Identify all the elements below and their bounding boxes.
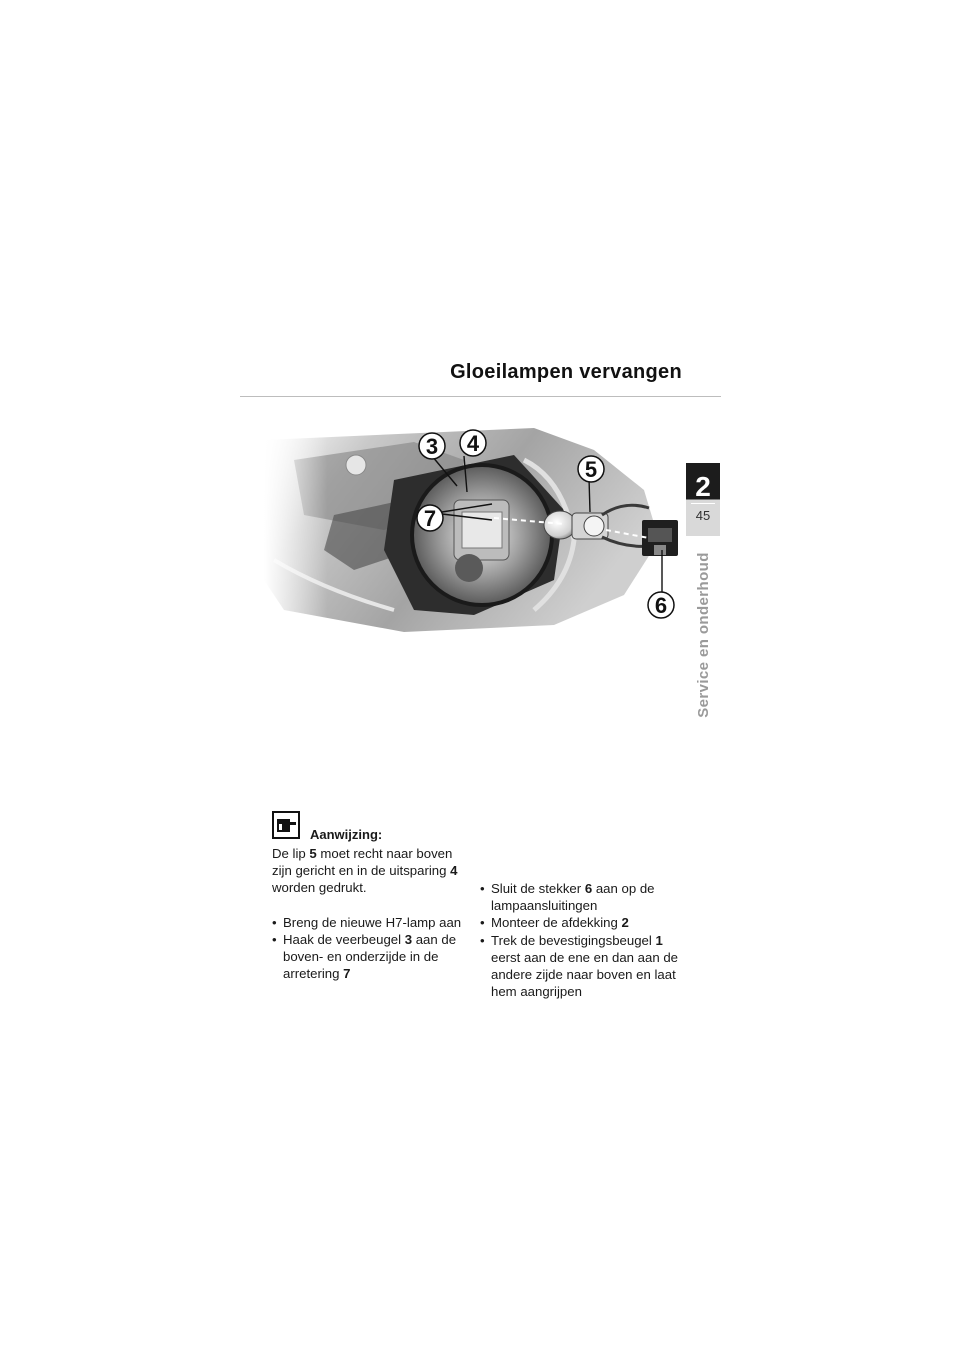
list-item: • Haak de veerbeugel 3 aan de boven- en onderzijde in de arretering 7	[272, 931, 472, 983]
title-divider	[240, 396, 721, 397]
page-title: Gloeilampen vervangen	[450, 361, 682, 383]
headlight-bulb-photo	[264, 420, 686, 638]
note-heading: Aanwijzing:	[310, 827, 383, 842]
list-item: • Monteer de afdekking 2	[480, 914, 690, 931]
list-item: • Trek de bevestigingsbeugel 1 eerst aan de ene en dan aan de andere zijde naar boven en laat hem aangrijpen	[480, 932, 690, 1001]
steps-right-list	[480, 880, 690, 1000]
left-column	[272, 845, 472, 982]
ref-5: 5	[309, 846, 317, 861]
callout-3: 3	[425, 434, 439, 459]
page-number: 45	[695, 508, 711, 523]
note-icon	[272, 811, 300, 839]
chapter-number: 2	[695, 471, 711, 502]
callout-7: 7	[423, 506, 437, 531]
list-item: • Breng de nieuwe H7-lamp aan	[272, 914, 472, 931]
chapter-tab-divider	[691, 503, 715, 504]
callout-5: 5	[584, 457, 598, 482]
callout-4: 4	[466, 431, 480, 456]
right-column	[480, 880, 690, 1000]
list-item: • Sluit de stekker 6 aan op de lampaansluitingen	[480, 880, 690, 914]
callout-6: 6	[654, 593, 668, 618]
steps-left-list	[272, 914, 472, 983]
note-paragraph: De lip 5 moet recht naar boven zijn gericht en in de uitsparing 4 worden gedrukt.	[272, 846, 458, 896]
ref-4: 4	[450, 863, 458, 879]
section-side-label: Service en onderhoud	[695, 552, 712, 718]
